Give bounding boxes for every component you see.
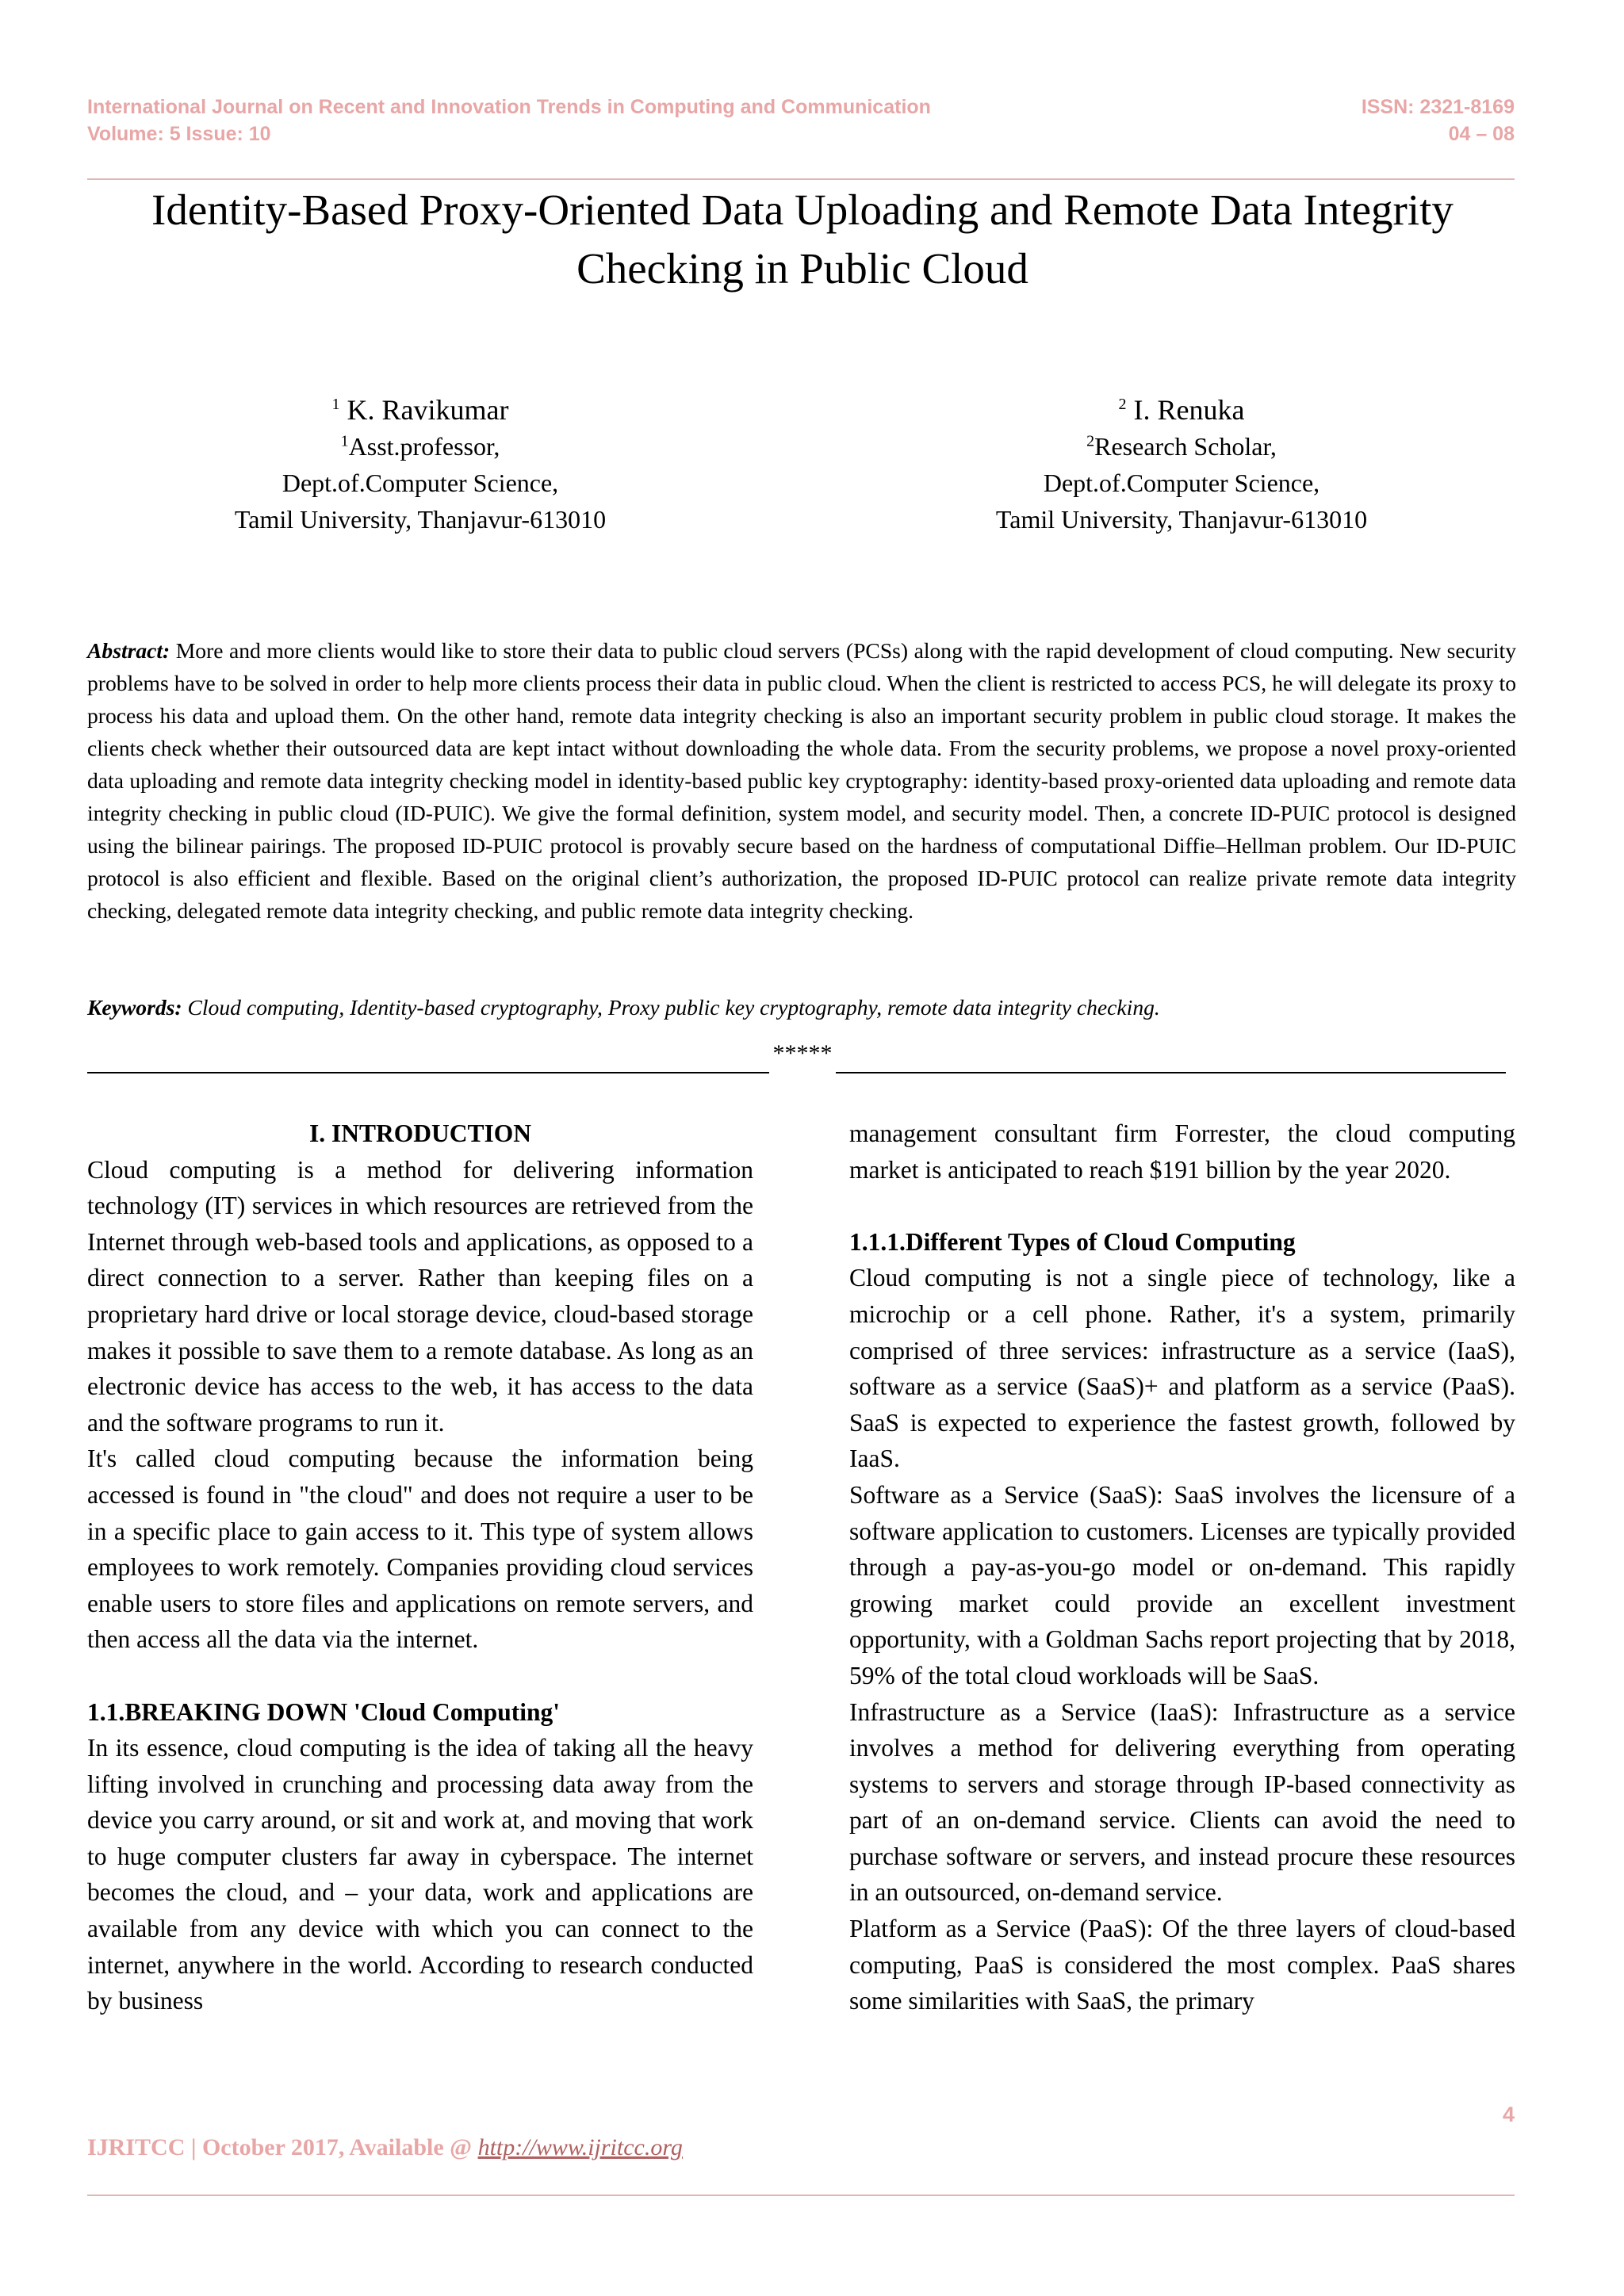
iaas-paragraph: Infrastructure as a Service (IaaS): Infrastructure as a service involves a method for delivering everything from operating systems to servers and storage through IP-based connectivity as part of an on-demand service. Clients can avoid the need to purchase software or servers, and instead procure these resources in an outsourced, on-demand service. [849,1697,1515,1907]
footer [87,2134,683,2161]
page-title [89,181,1516,298]
types-paragraph: Cloud computing is not a single piece of technology, like a microchip or a cell phone. Rather, it's a system, primarily comprised of three services: infrastructure as a service (IaaS), software as a service (SaaS)+ and platform as a service (PaaS). SaaS is expected to experience the fastest growth, followed by IaaS. [849,1264,1515,1473]
title-line-2: Checking in Public Cloud [576,244,1028,293]
author-2-sup: 2 [1118,396,1127,413]
author-1-univ: Tamil University, Thanjavur-613010 [234,505,607,534]
separator-stars: ***** [772,1040,833,1066]
author-2-dept: Dept.of.Computer Science, [1043,469,1320,497]
author-2-role: Research Scholar, [1094,432,1277,461]
volume-issue: Volume: 5 Issue: 10 [87,123,271,145]
footer-text: IJRITCC | October 2017, Available @ [87,2134,478,2160]
author-2-univ: Tamil University, Thanjavur-613010 [995,505,1368,534]
paas-paragraph: Platform as a Service (PaaS): Of the three layers of cloud-based computing, PaaS is considered the most complex. PaaS shares some similarities with SaaS, the primary [849,1915,1515,2015]
author-1-role: Asst.professor, [348,432,500,461]
author-1-name: K. Ravikumar [347,394,509,426]
page-range: 04 – 08 [1448,123,1515,145]
footer-rule [87,2195,1515,2196]
author-2-role-sup: 2 [1086,432,1095,450]
issn: ISSN: 2321-8169 [1361,96,1515,118]
intro-paragraph-2: It's called cloud computing because the information being accessed is found in "the cloud" and does not require a user to be in a specific place to gain access to it. This type of system allows employees to work remotely. Companies providing cloud services enable users to store files and applications on remote servers, and then access all the data via the internet. [87,1445,753,1654]
right-column [849,1115,1515,2019]
author-block-1 [143,392,698,538]
author-1-sup: 1 [331,396,340,413]
header-rule [87,178,1515,180]
keywords-text: Cloud computing, Identity-based cryptography, Proxy public key cryptography, remote data integrity checking. [187,995,1160,1020]
keywords [87,991,1516,1024]
author-1-dept: Dept.of.Computer Science, [282,469,559,497]
author-2-name: I. Renuka [1133,394,1245,426]
separator-line-left [87,1072,769,1073]
intro-paragraph-1: Cloud computing is a method for delivering information technology (IT) services in which resources are retrieved from the Internet through web-based tools and applications, as opposed to a direct connection to a server. Rather than keeping files on a proprietary hard drive or local storage device, cloud-based storage makes it possible to save them to a remote database. As long as an electronic device has access to the web, it has access to the data and the software programs to run it. [87,1155,753,1437]
breaking-down-heading: 1.1.BREAKING DOWN 'Cloud Computing' [87,1697,560,1726]
author-1-role-sup: 1 [340,432,349,450]
footer-link[interactable]: http://www.ijritcc.org [477,2134,683,2160]
page-number: 4 [1502,2103,1515,2126]
separator-line-right [836,1072,1506,1073]
journal-name: International Journal on Recent and Innovation Trends in Computing and Communication [87,96,931,118]
abstract-text: More and more clients would like to store their data to public cloud servers (PCSs) along with the rapid development of cloud computing. New security problems have to be solved in order to help more clients process their data in public cloud. When the client is restricted to access PCS, he will delegate its proxy to process his data and upload them. On the other hand, remote data integrity checking is also an important security problem in public cloud storage. It makes the clients check whether their outsourced data are kept intact without downloading the whole data. From the security problems, we propose a novel proxy-oriented data uploading and remote data integrity checking model in identity-based public key cryptography: identity-based proxy-oriented data uploading and remote data integrity checking in public cloud (ID-PUIC). We give the formal definition, system model, and security model. Then, a concrete ID-PUIC protocol is designed using the bilinear pairings. The proposed ID-PUIC protocol is provably secure based on the hardness of computational Diffie–Hellman problem. Our ID-PUIC protocol is also efficient and flexible. Based on the original client’s authorization, the proposed ID-PUIC protocol can realize private remote data integrity checking, delegated remote data integrity checking, and public remote data integrity checking. [87,638,1516,923]
left-column [87,1115,753,2019]
continued-paragraph: management consultant firm Forrester, the cloud computing market is anticipated to reach $191 billion by the year 2020. [849,1119,1515,1184]
author-block-2 [904,392,1459,538]
abstract-label: Abstract: [87,638,170,663]
title-line-1: Identity-Based Proxy-Oriented Data Uploading and Remote Data Integrity [151,186,1454,234]
breaking-down-paragraph: In its essence, cloud computing is the idea of taking all the heavy lifting involved in crunching and processing data away from the device you carry around, or sit and work at, and moving that work to huge computer clusters far away in cyberspace. The internet becomes the cloud, and – your data, work and applications are available from any device with which you can connect to the internet, anywhere in the world. According to research conducted by business [87,1734,753,2015]
abstract [87,634,1516,927]
keywords-label: Keywords: [87,995,182,1020]
introduction-heading: I. INTRODUCTION [308,1119,532,1147]
saas-paragraph: Software as a Service (SaaS): SaaS involves the licensure of a software application to customers. Licenses are typically provided through a pay-as-you-go model or on-demand. This rapidly growing market could provide an excellent investment opportunity, with a Goldman Sachs report projecting that by 2018, 59% of the total cloud workloads will be SaaS. [849,1480,1515,1689]
types-heading: 1.1.1.Different Types of Cloud Computing [849,1227,1296,1256]
